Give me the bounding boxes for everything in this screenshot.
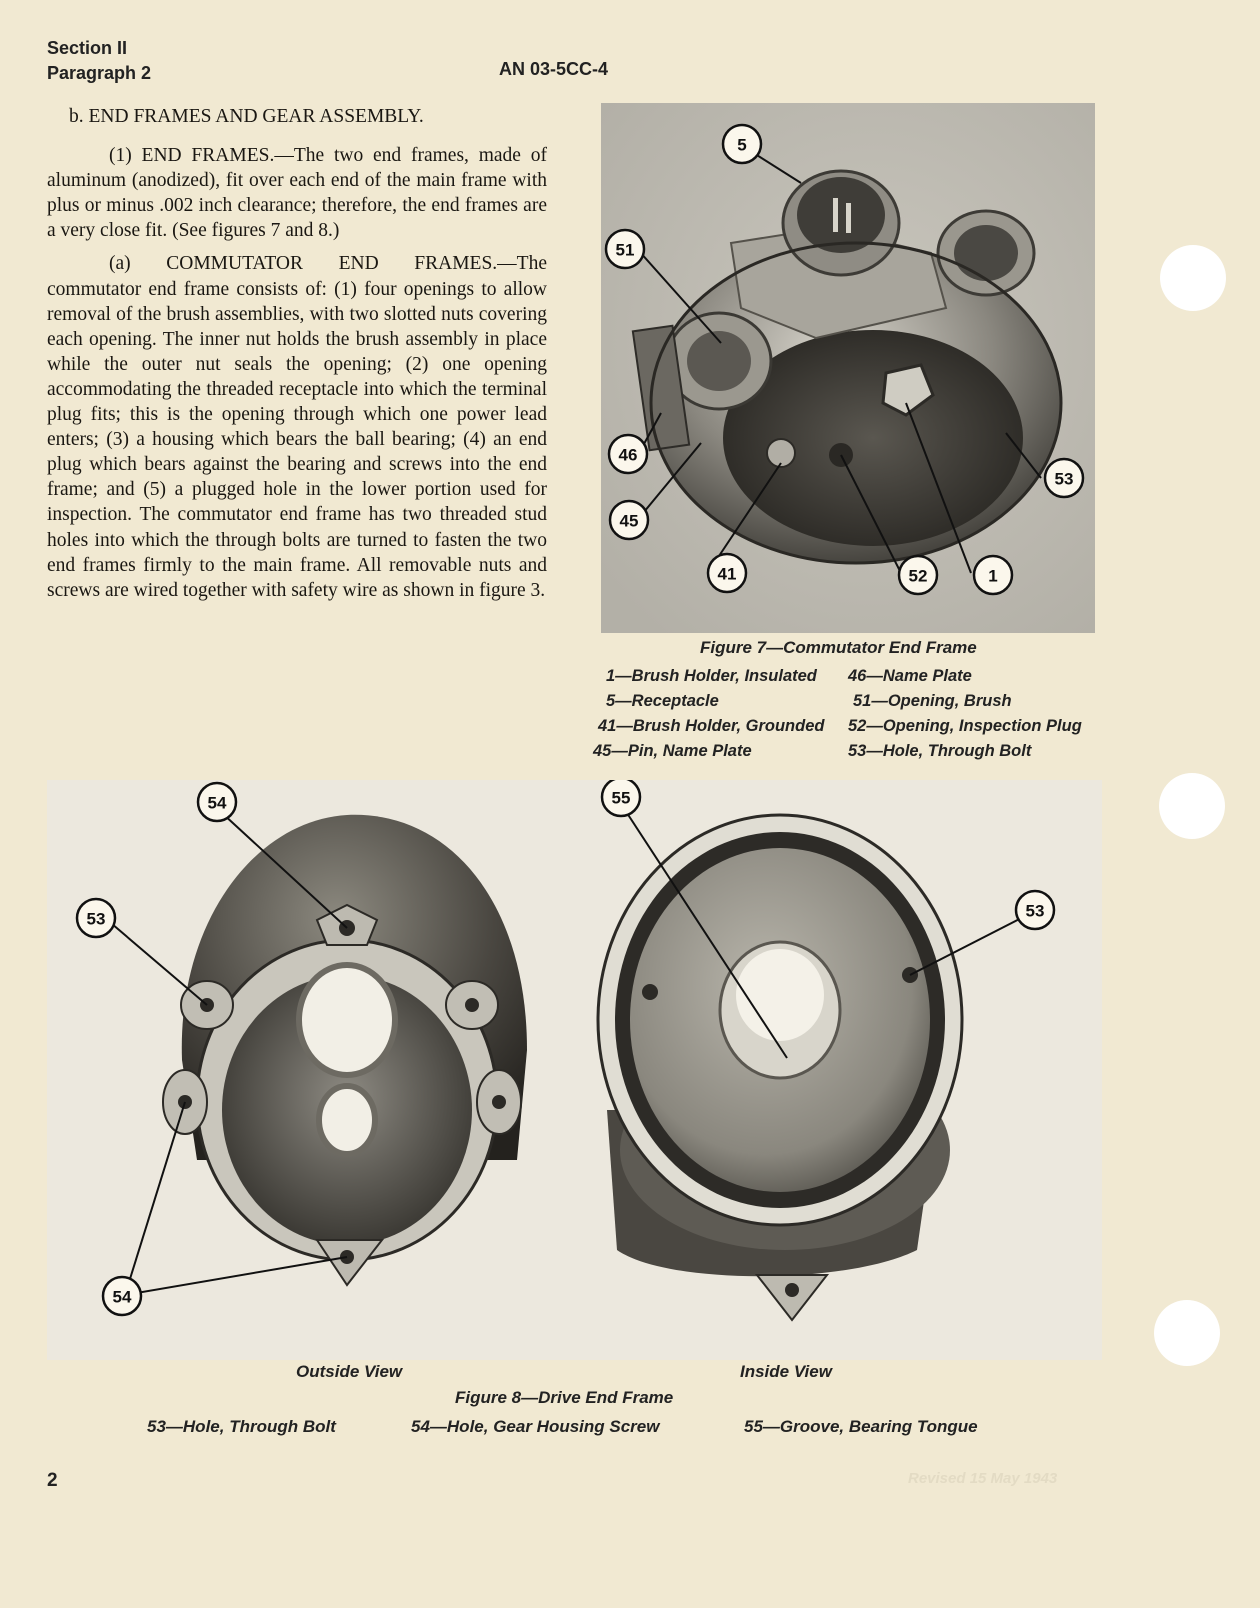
figure-7-photo <box>601 103 1095 633</box>
callout-5 <box>723 125 761 163</box>
punch-hole-top <box>1160 245 1226 311</box>
figure-8-legend-item: 55—Groove, Bearing Tongue <box>744 1417 978 1436</box>
svg-text:53: 53 <box>86 909 106 929</box>
commutator-end-frame-illustration <box>601 103 1095 633</box>
svg-text:53: 53 <box>1025 901 1045 921</box>
drive-end-frame-illustration <box>47 780 1102 1360</box>
callout-52 <box>899 556 937 594</box>
section-label: Section II <box>47 38 128 58</box>
svg-text:54: 54 <box>207 793 227 813</box>
svg-text:5: 5 <box>737 135 747 155</box>
faint-revision-stamp: Revised 15 May 1943 <box>908 1470 1058 1487</box>
section-heading: b. END FRAMES AND GEAR ASSEMBLY. <box>69 106 424 127</box>
figure-8-legend-item: 54—Hole, Gear Housing Screw <box>411 1417 660 1436</box>
figure-7-legend-item: 51—Opening, Brush <box>853 692 1012 710</box>
body-text <box>47 104 547 603</box>
document-number: AN 03-5CC-4 <box>499 59 609 79</box>
figure-7-legend-item: 41—Brush Holder, Grounded <box>598 717 825 735</box>
callout-41 <box>708 554 746 592</box>
svg-text:46: 46 <box>618 445 638 465</box>
callout-53-inside <box>1016 891 1054 929</box>
callout-53-outside <box>77 899 115 937</box>
callout-46 <box>609 435 647 473</box>
svg-text:51: 51 <box>615 240 635 260</box>
figure-7-legend-item: 5—Receptacle <box>606 692 719 710</box>
figure-7-caption: Figure 7—Commutator End Frame <box>700 638 977 657</box>
callout-45 <box>610 501 648 539</box>
callout-53 <box>1045 459 1083 497</box>
figure-7-legend-item: 1—Brush Holder, Insulated <box>606 667 817 685</box>
callout-54-top <box>198 783 236 821</box>
paragraph-end-frames: (1) END FRAMES.—The two end frames, made of aluminum (anodized), fit over each end of the main frame with plus or minus .002 inch clearance; therefore, the end frames are a very close fit. (See figures 7 and 8.) <box>47 145 547 242</box>
figure-7-legend-item: 52—Opening, Inspection Plug <box>848 717 1082 735</box>
inside-view-label: Inside View <box>740 1362 832 1381</box>
figure-8-caption: Figure 8—Drive End Frame <box>455 1388 674 1407</box>
outside-view-label: Outside View <box>296 1362 403 1381</box>
callout-51 <box>606 230 644 268</box>
callout-54-bottom <box>103 1277 141 1315</box>
svg-text:52: 52 <box>908 566 928 586</box>
paragraph-label: Paragraph 2 <box>47 63 152 83</box>
figure-7-legend-item: 46—Name Plate <box>848 667 972 685</box>
paragraph-commutator-end-frames: (a) COMMUTATOR END FRAMES.—The commutator end frame consists of: (1) four openings to allow removal of the brush assemblies, with two slotted nuts covering each opening. The inner nut holds the brush assembly in place while the outer nut seals the opening; (2) one opening accommodating the threaded receptacle into which the terminal plug fits; this is the opening through which one power lead enters; (3) a housing which bears the ball bearing; (4) an end plug which bears against the bearing and screws into the end frame; and (5) a plugged hole in the lower portion used for inspection. The commutator end frame has two threaded stud holes into which the through bolts are turned to fasten the two end frames firmly to the main frame. All removable nuts and screws are wired together with safety wire as shown in figure 3. <box>47 253 547 601</box>
svg-text:41: 41 <box>717 564 737 584</box>
callout-55 <box>602 780 640 816</box>
figure-8-photo <box>47 780 1102 1360</box>
punch-hole-middle <box>1159 773 1225 839</box>
page-number: 2 <box>47 1470 58 1491</box>
svg-text:54: 54 <box>112 1287 132 1307</box>
svg-text:1: 1 <box>988 566 998 586</box>
punch-hole-bottom <box>1154 1300 1220 1366</box>
figure-7-legend-item: 53—Hole, Through Bolt <box>848 742 1032 760</box>
svg-text:55: 55 <box>611 788 631 808</box>
svg-text:45: 45 <box>619 511 639 531</box>
svg-text:53: 53 <box>1054 469 1074 489</box>
figure-7-legend-item: 45—Pin, Name Plate <box>593 742 752 760</box>
callout-1 <box>974 556 1012 594</box>
figure-8-legend-item: 53—Hole, Through Bolt <box>147 1417 336 1436</box>
